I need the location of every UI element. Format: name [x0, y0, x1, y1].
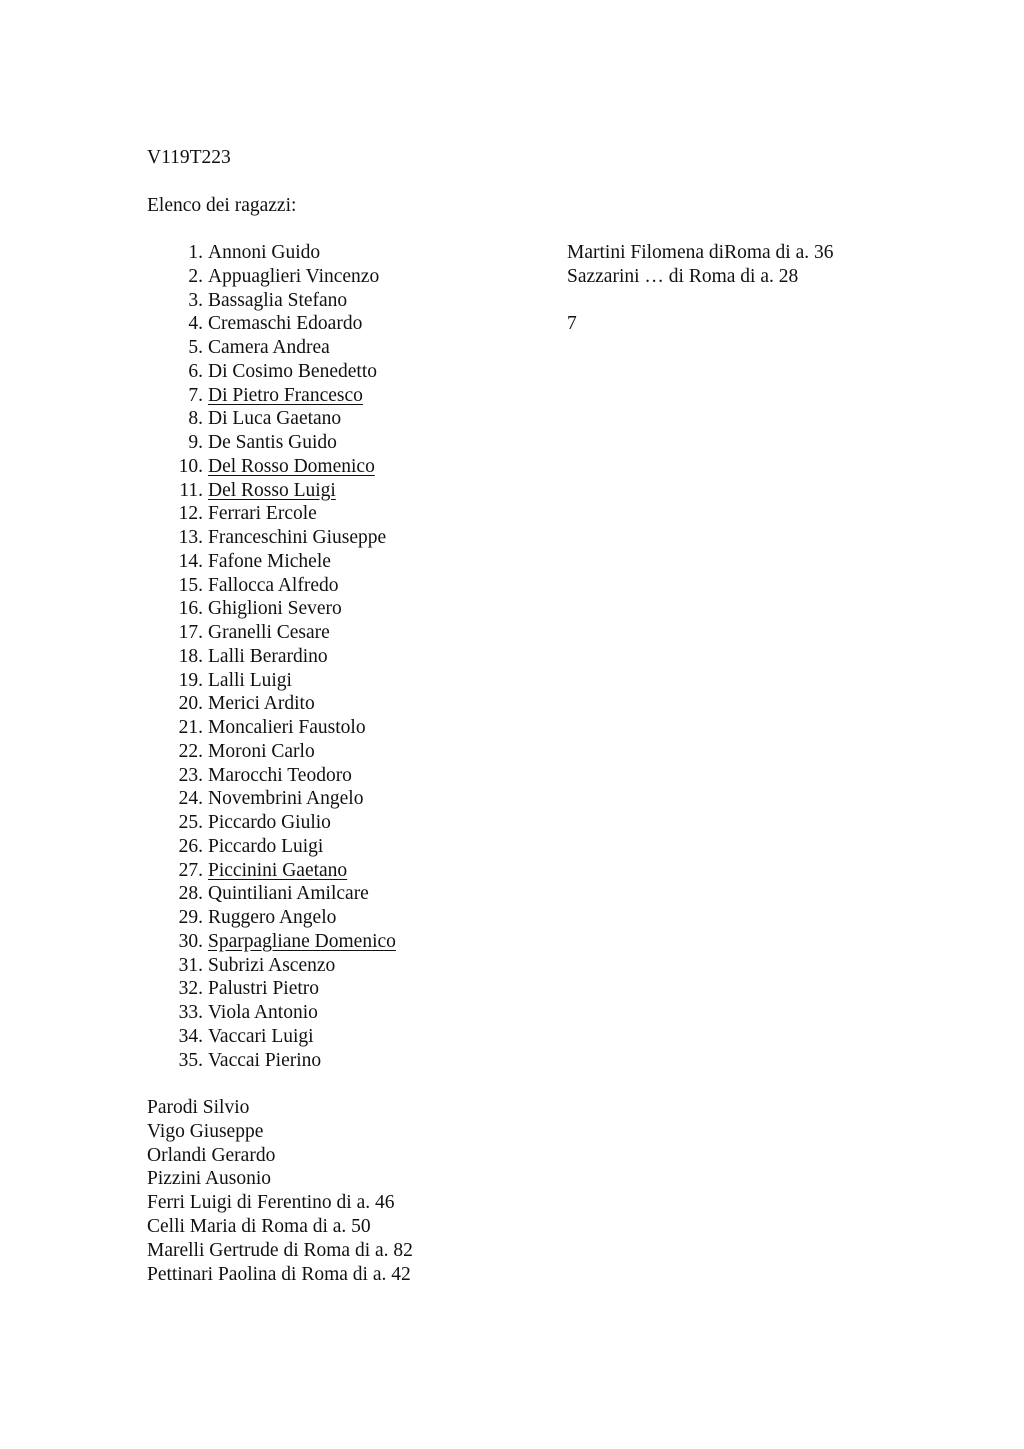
list-item-name: Ferrari Ercole: [208, 503, 317, 525]
list-item-name: Cremaschi Edoardo: [208, 313, 363, 335]
list-item: [0, 1027, 500, 1051]
list-item: [0, 599, 500, 623]
list-item-name: Piccardo Giulio: [208, 812, 331, 833]
extra-name: Celli Maria di Roma di a. 50: [147, 1215, 371, 1237]
list-item-number: 32.: [178, 978, 203, 1000]
list-item-number: 34.: [178, 1025, 203, 1047]
list-item: [0, 789, 500, 813]
list-item-name: Lalli Luigi: [208, 669, 292, 691]
list-item-name: Del Rosso Domenico: [208, 455, 375, 477]
document-id: V119T223: [147, 147, 231, 168]
list-item-name: Bassaglia Stefano: [208, 289, 348, 311]
list-item-name: Marocchi Teodoro: [208, 764, 352, 786]
list-item-number: 15.: [178, 574, 203, 596]
list-item: [0, 908, 500, 932]
list-item-number: 22.: [178, 740, 203, 762]
list-item-name: Granelli Cesare: [208, 622, 330, 643]
list-item-name: Sparpagliane Domenico: [208, 930, 396, 952]
list-item-name: Ruggero Angelo: [208, 907, 337, 928]
list-item-name: Camera Andrea: [208, 337, 330, 358]
list-item-name: Appuaglieri Vincenzo: [208, 265, 380, 287]
list-item: [0, 742, 500, 766]
list-item: [0, 694, 500, 718]
list-item-name: Vaccai Pierino: [208, 1049, 322, 1071]
side-note: Martini Filomena diRoma di a. 36: [567, 242, 834, 263]
list-item: [0, 932, 500, 956]
list-item-number: 29.: [178, 907, 203, 928]
list-heading: Elenco dei ragazzi:: [147, 195, 297, 216]
list-item: [0, 956, 500, 980]
list-item: [0, 528, 500, 552]
list-item-number: 30.: [178, 930, 203, 952]
list-item-number: 21.: [178, 717, 203, 738]
list-item-number: 13.: [178, 527, 203, 548]
list-item-name: Subrizi Ascenzo: [208, 954, 336, 976]
list-item: [0, 1003, 500, 1027]
list-item-number: 33.: [178, 1002, 203, 1023]
list-item-name: Del Rosso Luigi: [208, 479, 336, 501]
list-item-name: Palustri Pietro: [208, 978, 320, 1000]
list-item: [0, 623, 500, 647]
list-item-number: 9.: [188, 432, 203, 453]
list-item: [0, 837, 500, 861]
extra-name: Pizzini Ausonio: [147, 1168, 272, 1190]
list-item-number: 12.: [178, 503, 203, 525]
list-item: [0, 979, 500, 1003]
list-item: [0, 718, 500, 742]
list-item-name: Novembrini Angelo: [208, 788, 364, 810]
list-item: [0, 671, 500, 695]
list-item-number: 5.: [188, 337, 203, 358]
list-item: [0, 481, 500, 505]
list-item-name: Piccinini Gaetano: [208, 859, 348, 881]
list-item: [0, 338, 500, 362]
list-item-name: Ghiglioni Severo: [208, 598, 342, 620]
list-item-name: Fallocca Alfredo: [208, 574, 339, 596]
list-item-number: 8.: [188, 408, 203, 430]
list-item: [0, 504, 500, 528]
list-item-name: Viola Antonio: [208, 1002, 318, 1023]
list-item-number: 23.: [178, 764, 203, 786]
list-item-number: 31.: [178, 954, 203, 976]
list-item-name: Merici Ardito: [208, 693, 315, 715]
list-item: [0, 291, 500, 315]
list-item: [0, 409, 500, 433]
list-item-number: 27.: [178, 859, 203, 881]
list-item: [0, 552, 500, 576]
list-item-name: Quintiliani Amilcare: [208, 883, 369, 905]
extra-name: Ferri Luigi di Ferentino di a. 46: [147, 1192, 395, 1214]
list-item-name: Di Pietro Francesco: [208, 384, 363, 406]
list-item-number: 25.: [178, 812, 203, 833]
list-item-number: 20.: [178, 693, 203, 715]
list-item-name: Di Cosimo Benedetto: [208, 360, 377, 382]
list-item-name: Annoni Guido: [208, 242, 321, 263]
list-item-number: 35.: [178, 1049, 203, 1071]
side-note: Sazzarini … di Roma di a. 28: [567, 265, 799, 287]
list-item-name: Vaccari Luigi: [208, 1025, 314, 1047]
list-item: [0, 362, 500, 386]
list-item-number: 28.: [178, 883, 203, 905]
list-item-number: 19.: [178, 669, 203, 691]
list-item-name: Moncalieri Faustolo: [208, 717, 366, 738]
list-item: [0, 576, 500, 600]
extra-name: Vigo Giuseppe: [147, 1120, 264, 1142]
list-item-name: Moroni Carlo: [208, 740, 315, 762]
names-list: [0, 243, 500, 1074]
list-item: [0, 314, 500, 338]
list-item-name: De Santis Guido: [208, 432, 337, 453]
list-item-number: 10.: [178, 455, 203, 477]
list-item-name: Di Luca Gaetano: [208, 408, 342, 430]
list-item: [0, 766, 500, 790]
extra-name: Pettinari Paolina di Roma di a. 42: [147, 1263, 411, 1285]
list-item-name: Fafone Michele: [208, 550, 331, 572]
side-note: 7: [567, 313, 577, 335]
list-item-number: 6.: [188, 360, 203, 382]
extra-name: Parodi Silvio: [147, 1097, 250, 1118]
list-item: [0, 647, 500, 671]
list-item-number: 26.: [178, 835, 203, 857]
side-notes: [567, 243, 833, 338]
extra-name: Marelli Gertrude di Roma di a. 82: [147, 1239, 413, 1261]
list-item-number: 7.: [188, 384, 203, 406]
list-item: [0, 267, 500, 291]
extra-name: Orlandi Gerardo: [147, 1144, 276, 1166]
list-item-name: Piccardo Luigi: [208, 835, 324, 857]
list-item: [0, 861, 500, 885]
list-item: [0, 243, 500, 267]
list-item: [0, 433, 500, 457]
list-item-name: Lalli Berardino: [208, 645, 328, 667]
side-note: [567, 291, 833, 315]
list-item-number: 2.: [188, 265, 203, 287]
list-item-number: 3.: [188, 289, 203, 311]
list-item-name: Franceschini Giuseppe: [208, 527, 387, 548]
list-item: [0, 457, 500, 481]
list-item-number: 16.: [178, 598, 203, 620]
list-item: [0, 386, 500, 410]
list-item: [0, 813, 500, 837]
list-item: [0, 1051, 500, 1075]
list-item-number: 24.: [178, 788, 203, 810]
list-item: [0, 884, 500, 908]
list-item-number: 17.: [178, 622, 203, 643]
list-item-number: 4.: [188, 313, 203, 335]
extra-names-list: [147, 1098, 413, 1288]
list-item-number: 1.: [188, 242, 203, 263]
list-item-number: 14.: [178, 550, 203, 572]
list-item-number: 18.: [178, 645, 203, 667]
list-item-number: 11.: [179, 479, 203, 501]
